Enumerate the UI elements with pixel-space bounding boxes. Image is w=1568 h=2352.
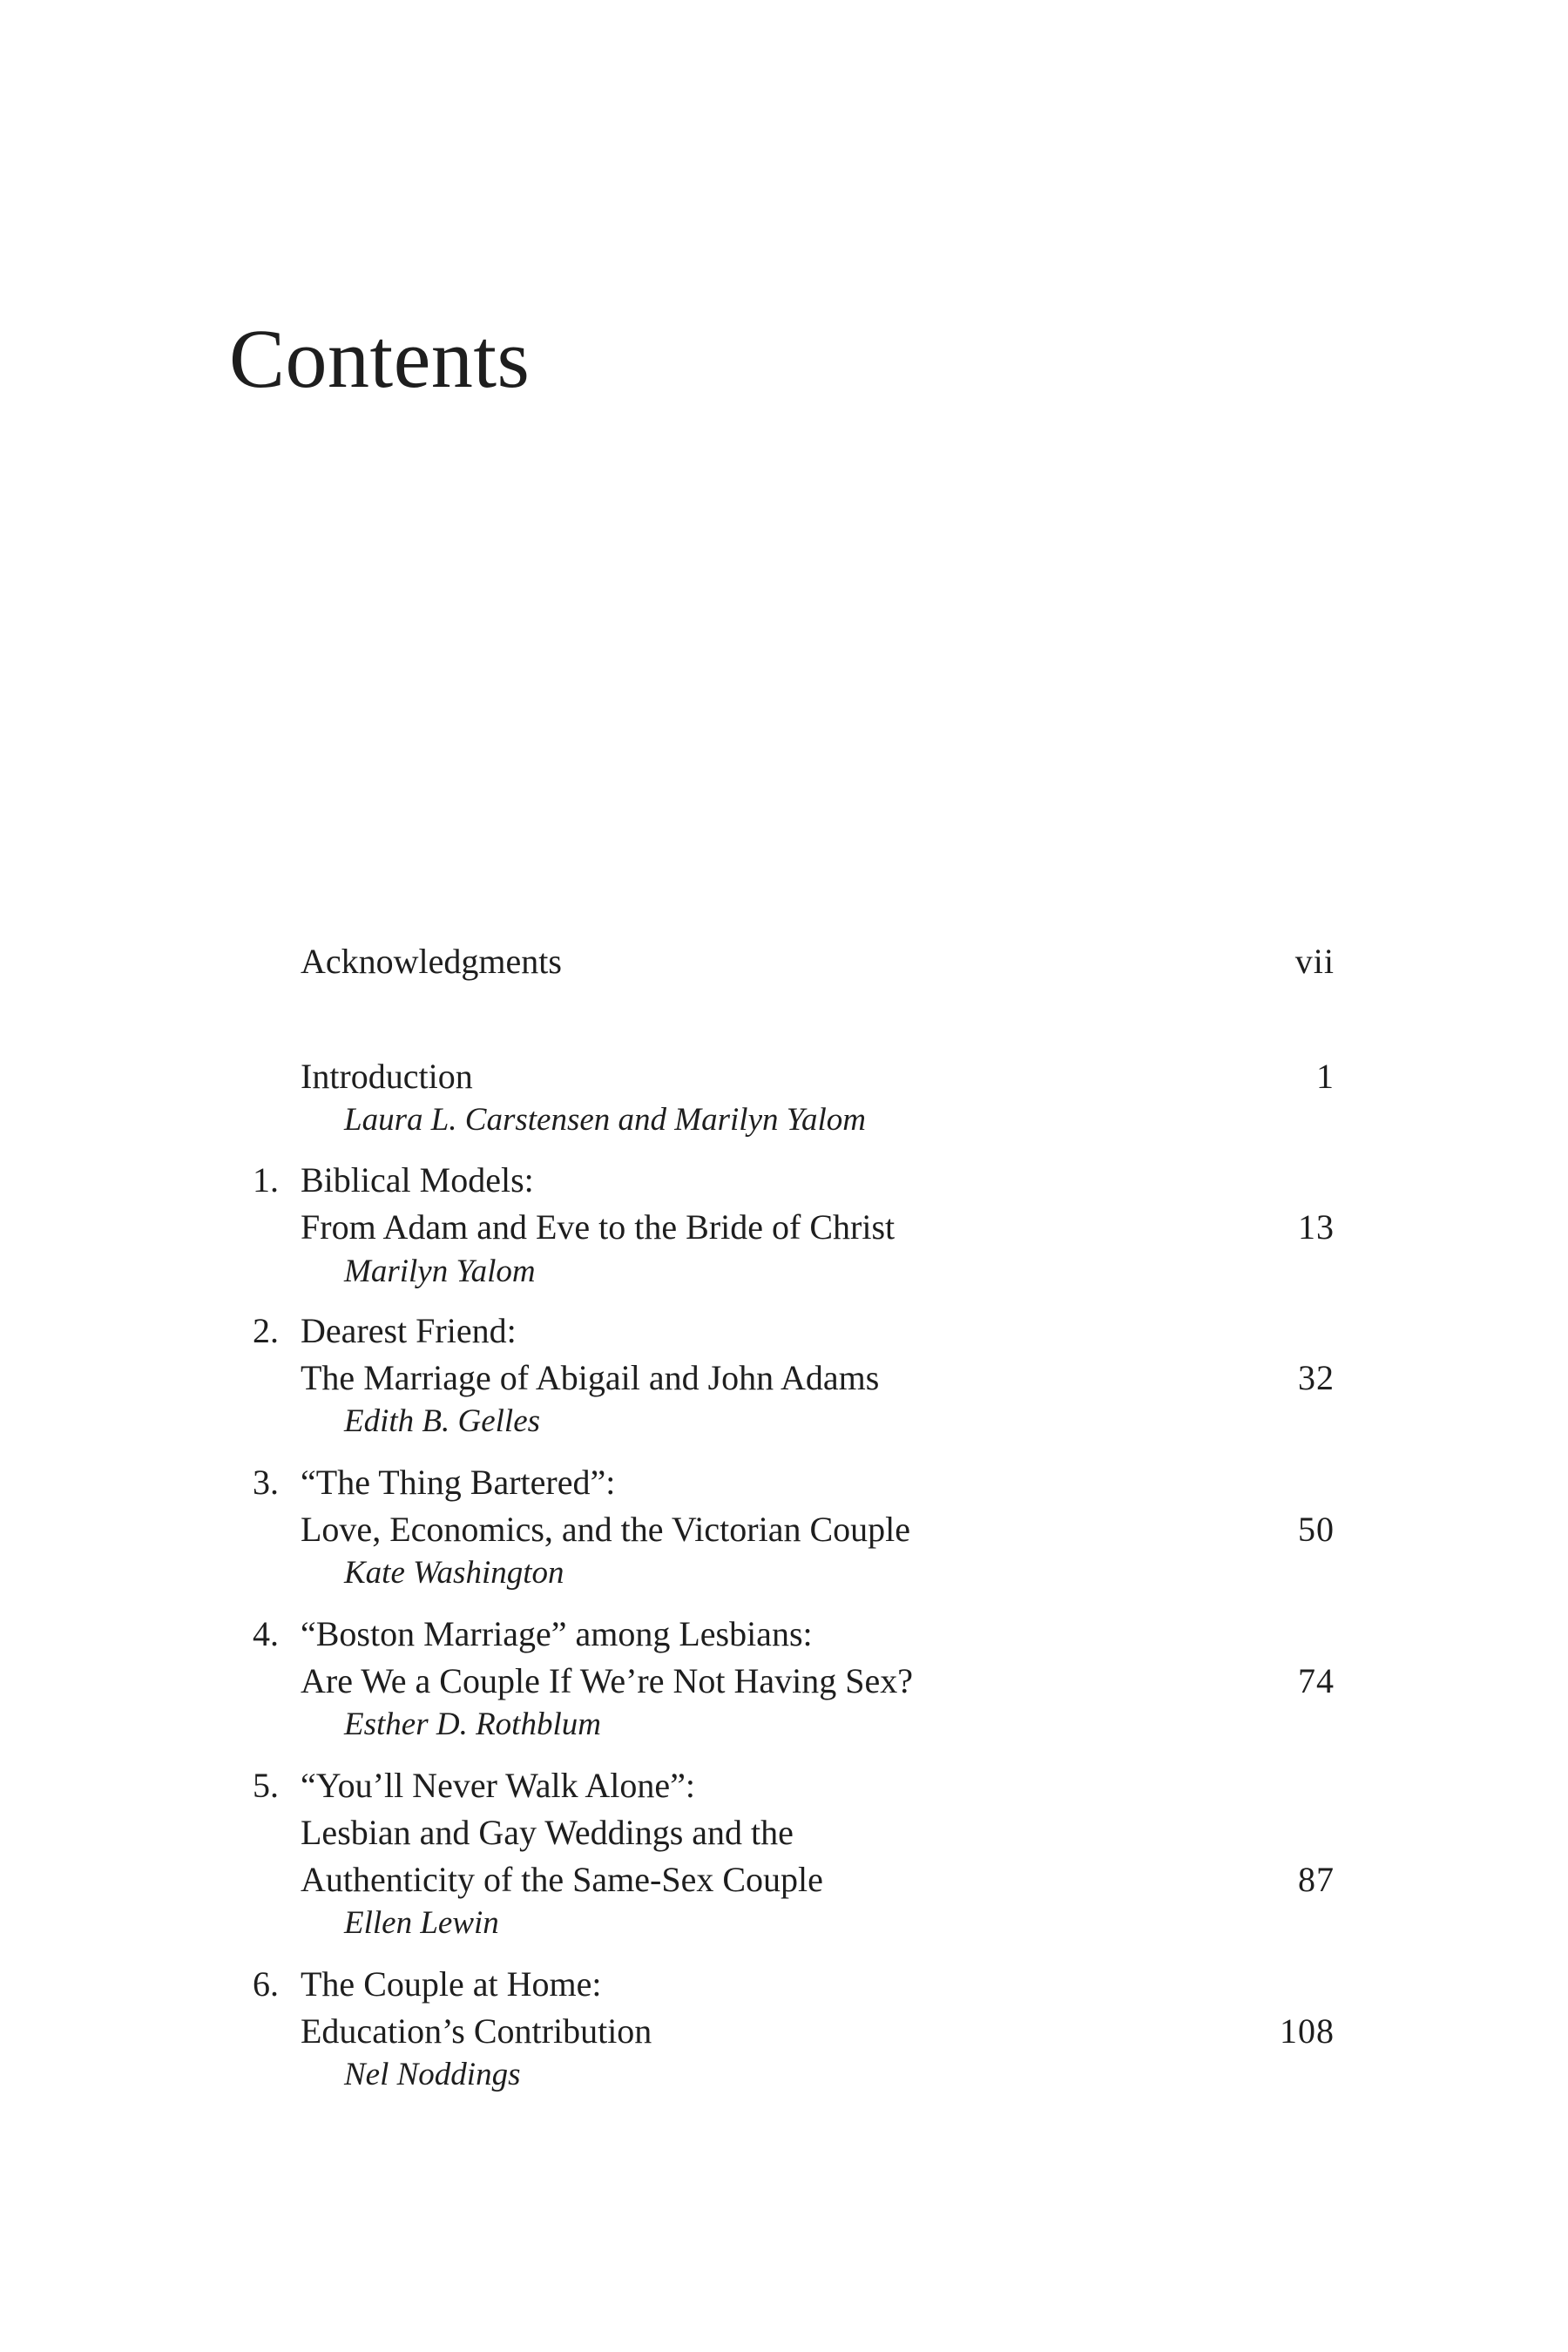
chapter-1-title-line-2: From Adam and Eve to the Bride of Christ: [301, 1207, 896, 1247]
toc-entry-acknowledgments-title: Acknowledgments: [301, 942, 562, 981]
chapter-3-page: 50: [1298, 1510, 1335, 1549]
chapter-3-title-line-1: “The Thing Bartered”:: [301, 1463, 616, 1502]
chapter-5-title-line-2: Lesbian and Gay Weddings and the: [301, 1813, 794, 1852]
chapter-2-page: 32: [1298, 1358, 1335, 1397]
chapter-6-title-line-2: Education’s Contribution: [301, 2011, 652, 2051]
chapter-2-number: 2.: [253, 1311, 279, 1350]
chapter-5-number: 5.: [253, 1766, 279, 1805]
chapter-4-author: Esther D. Rothblum: [344, 1707, 601, 1742]
chapter-1-author: Marilyn Yalom: [344, 1254, 536, 1289]
chapter-3-author: Kate Washington: [344, 1555, 564, 1591]
chapter-2-author: Edith B. Gelles: [344, 1403, 541, 1439]
chapter-4-title-line-1: “Boston Marriage” among Lesbians:: [301, 1614, 813, 1653]
chapter-2-title-line-2: The Marriage of Abigail and John Adams: [301, 1358, 880, 1397]
chapter-6-number: 6.: [253, 1964, 279, 2004]
chapter-1-number: 1.: [253, 1160, 279, 1200]
chapter-4-page: 74: [1298, 1661, 1335, 1700]
chapter-1-title-line-1: Biblical Models:: [301, 1160, 534, 1200]
chapter-3-title-line-2: Love, Economics, and the Victorian Couple: [301, 1510, 911, 1549]
page-title: Contents: [229, 312, 531, 406]
chapter-6-page: 108: [1280, 2011, 1335, 2051]
chapter-5-author: Ellen Lewin: [344, 1905, 499, 1941]
toc-entry-introduction-page: 1: [1316, 1057, 1335, 1096]
toc-entry-introduction-title: Introduction: [301, 1057, 473, 1096]
chapter-5-page: 87: [1298, 1860, 1335, 1899]
chapter-5-title-line-3: Authenticity of the Same-Sex Couple: [301, 1860, 823, 1899]
toc-entry-acknowledgments-page: vii: [1294, 942, 1335, 981]
toc-entry-introduction-author: Laura L. Carstensen and Marilyn Yalom: [344, 1102, 866, 1138]
chapter-6-title-line-1: The Couple at Home:: [301, 1964, 602, 2004]
chapter-5-title-line-1: “You’ll Never Walk Alone”:: [301, 1766, 696, 1805]
chapter-2-title-line-1: Dearest Friend:: [301, 1311, 517, 1350]
chapter-3-number: 3.: [253, 1463, 279, 1502]
chapter-4-number: 4.: [253, 1614, 279, 1653]
chapter-1-page: 13: [1298, 1207, 1335, 1247]
chapter-6-author: Nel Noddings: [344, 2057, 521, 2092]
chapter-4-title-line-2: Are We a Couple If We’re Not Having Sex?: [301, 1661, 913, 1700]
